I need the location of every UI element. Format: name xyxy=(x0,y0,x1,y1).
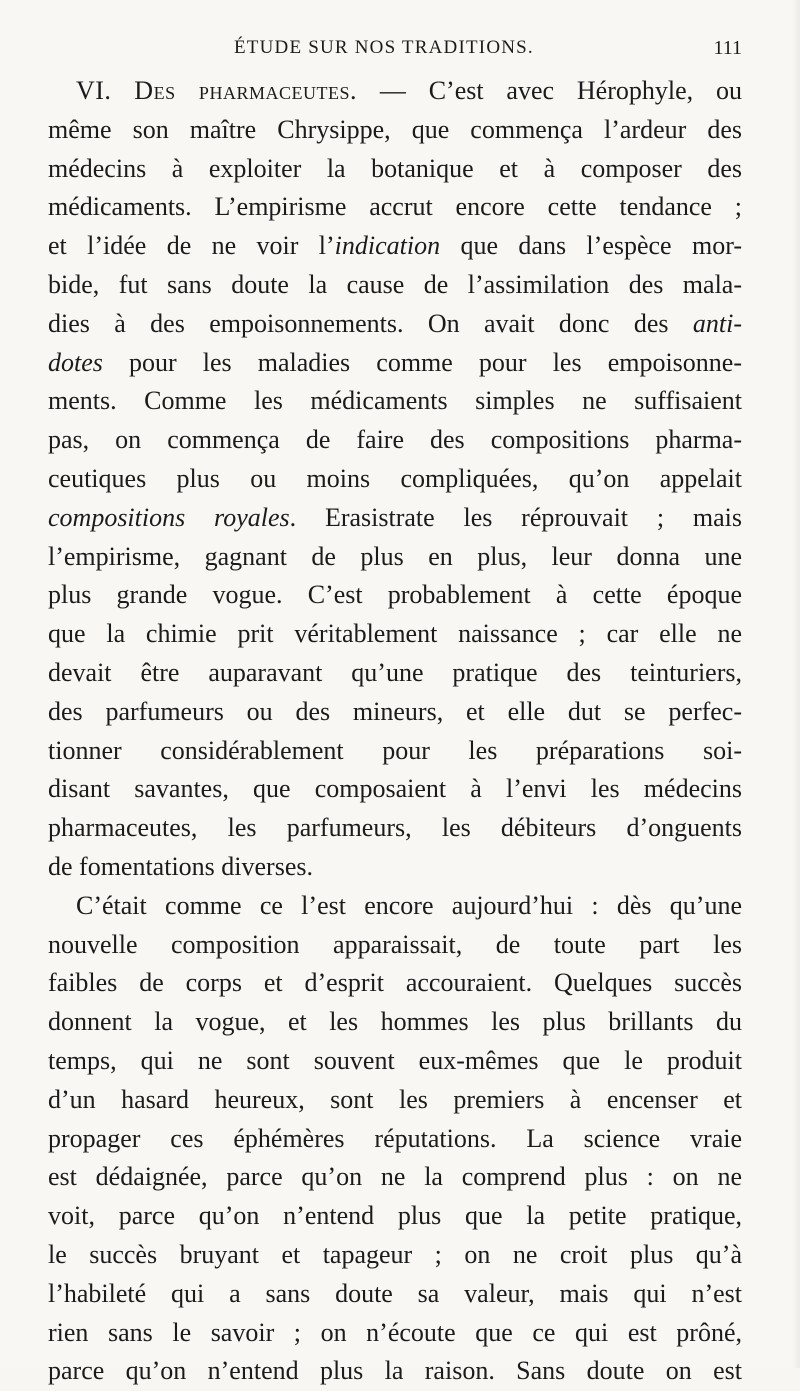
page-edge-shadow xyxy=(792,0,800,1368)
text-line: disant savantes, que composaient à l’envi les médecins xyxy=(48,774,742,804)
page-header xyxy=(48,34,742,62)
italic-term: compositions royales xyxy=(48,502,290,532)
text-line: C’était comme ce l’est encore aujourd’hui : dès qu’une xyxy=(76,890,742,920)
italic-term: dotes xyxy=(48,347,103,377)
text-segment: . Erasistrate les réprouvait ; mais xyxy=(289,502,742,532)
text-segment: dies à des empoisonnements. On avait donc des xyxy=(48,308,693,338)
page-number: 111 xyxy=(713,37,742,59)
text-line: des parfumeurs ou des mineurs, et elle dut se perfec- xyxy=(48,696,742,726)
text-line: l’empirisme, gagnant de plus en plus, leur donna une xyxy=(48,541,742,571)
text-line: rien sans le savoir ; on n’écoute que ce qui est prôné, xyxy=(48,1317,742,1347)
italic-term: indication xyxy=(334,231,441,261)
text-line xyxy=(48,344,742,383)
section-number: VI. xyxy=(76,76,112,105)
text-line xyxy=(48,72,742,111)
text-line: de fomentations diverses. xyxy=(48,851,313,881)
section-dash: — xyxy=(379,76,406,105)
text-line: nouvelle composition apparaissait, de toute part les xyxy=(48,929,742,959)
text-line xyxy=(48,227,742,266)
text-line: bide, fut sans doute la cause de l’assimilation des mala- xyxy=(48,269,742,299)
text-line: est dédaignée, parce qu’on ne la comprend plus : on ne xyxy=(48,1162,742,1192)
text-line xyxy=(48,499,742,538)
text-line: devait être auparavant qu’une pratique des teinturiers, xyxy=(48,657,742,687)
text-line: d’un hasard heureux, sont les premiers à encenser et xyxy=(48,1084,742,1114)
text-line: même son maître Chrysippe, que commença l’ardeur des xyxy=(48,114,742,144)
text-line: parce qu’on n’entend plus la raison. Sans doute on est xyxy=(48,1356,742,1386)
text-segment: que dans l’espèce mor- xyxy=(440,231,742,261)
section-title: Des pharmaceutes. xyxy=(134,76,357,105)
text-segment: pour les maladies comme pour les empoisonne- xyxy=(102,347,742,377)
running-head: ÉTUDE SUR NOS TRADITIONS. xyxy=(234,37,534,58)
text-line: faibles de corps et d’esprit accouraient. Quelques succès xyxy=(48,968,742,998)
text-line: ceutiques plus ou moins compliquées, qu’on appelait xyxy=(48,463,742,493)
text-line: médecins à exploiter la botanique et à composer des xyxy=(48,153,742,183)
text-line: temps, qui ne sont souvent eux-mêmes que le produit xyxy=(48,1045,742,1075)
text-line: ments. Comme les médicaments simples ne suffisaient xyxy=(48,386,742,416)
text-line: le succès bruyant et tapageur ; on ne croit plus qu’à xyxy=(48,1239,742,1269)
text-line xyxy=(48,305,742,344)
text-line-content: C’est avec Hérophyle, ou xyxy=(428,76,742,105)
text-line: l’habileté qui a sans doute sa valeur, mais qui n’est xyxy=(48,1278,742,1308)
text-line: donnent la vogue, et les hommes les plus brillants du xyxy=(48,1007,742,1037)
text-line: pharmaceutes, les parfumeurs, les débiteurs d’onguents xyxy=(48,813,742,843)
text-line: pas, on commença de faire des compositions pharma- xyxy=(48,425,742,455)
page-body xyxy=(48,72,742,1391)
text-line: propager ces éphémères réputations. La science vraie xyxy=(48,1123,742,1153)
text-line: médicaments. L’empirisme accrut encore cette tendance ; xyxy=(48,192,742,222)
text-line: voit, parce qu’on n’entend plus que la petite pratique, xyxy=(48,1201,742,1231)
italic-term: anti- xyxy=(692,308,742,338)
text-line: plus grande vogue. C’est probablement à cette époque xyxy=(48,580,742,610)
text-segment: et l’idée de ne voir l’ xyxy=(48,231,335,261)
text-line: que la chimie prit véritablement naissance ; car elle ne xyxy=(48,619,742,649)
text-line: tionner considérablement pour les préparations soi- xyxy=(48,735,742,765)
